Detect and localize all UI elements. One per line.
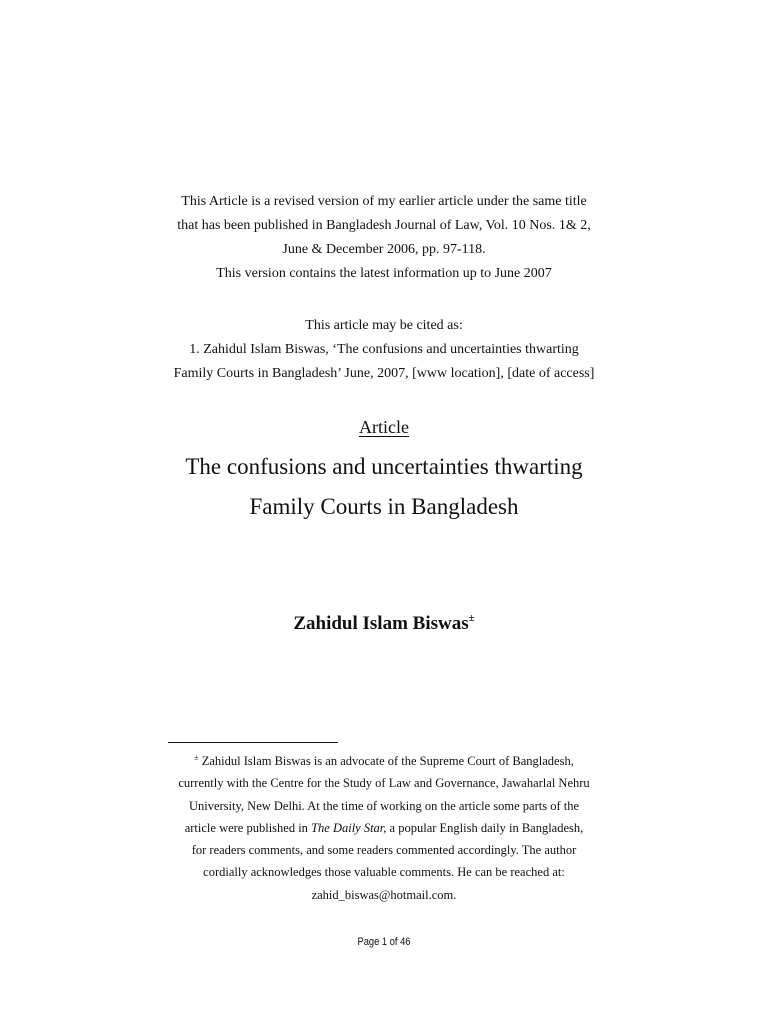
article-label-text: Article	[359, 417, 409, 437]
footnote-text: a popular English daily in Bangladesh,	[386, 820, 584, 835]
footnote-text: article were published in	[184, 820, 312, 835]
author-footnote-marker: ±	[468, 612, 475, 624]
author-byline	[0, 606, 768, 636]
newspaper-name: The Daily Star,	[311, 820, 387, 835]
footnote-line: for readers comments, and some readers commented accordingly. The author	[191, 843, 577, 858]
citation-line: This article may be cited as:	[305, 318, 463, 333]
citation-note	[0, 314, 768, 386]
footnote-line: currently with the Centre for the Study of Law and Governance, Jawaharlal Nehru	[178, 776, 590, 791]
article-title-line: The confusions and uncertainties thwarting	[185, 454, 583, 479]
page-number: Page 1 of 46	[357, 936, 411, 948]
revision-note-line: that has been published in Bangladesh Journal of Law, Vol. 10 Nos. 1& 2,	[177, 218, 591, 233]
footnote-line: cordially acknowledges those valuable comments. He can be reached at:	[203, 865, 565, 880]
citation-line: 1. Zahidul Islam Biswas, ‘The confusions and uncertainties thwarting	[189, 342, 579, 357]
article-label	[0, 415, 768, 439]
revision-note-line: June & December 2006, pp. 97-118.	[282, 242, 486, 257]
article-title	[0, 447, 768, 527]
footnote-line	[0, 817, 768, 839]
author-name: Zahidul Islam Biswas	[293, 613, 469, 634]
article-title-line: Family Courts in Bangladesh	[249, 494, 519, 519]
footnote-line: University, New Delhi. At the time of working on the article some parts of the	[188, 798, 580, 813]
footnote-text: Zahidul Islam Biswas is an advocate of the Supreme Court of Bangladesh,	[198, 754, 574, 768]
author-footnote	[0, 747, 768, 906]
citation-line: Family Courts in Bangladesh’ June, 2007, [www location], [date of access]	[173, 366, 595, 381]
revision-note	[0, 190, 768, 286]
footnote-separator	[168, 742, 338, 743]
revision-note-line: This Article is a revised version of my earlier article under the same title	[181, 194, 587, 209]
footnote-line	[0, 747, 768, 772]
footnote-email: zahid_biswas@hotmail.com.	[311, 887, 457, 902]
revision-note-line: This version contains the latest information up to June 2007	[216, 266, 552, 281]
footnote-marker: ±	[194, 753, 199, 762]
